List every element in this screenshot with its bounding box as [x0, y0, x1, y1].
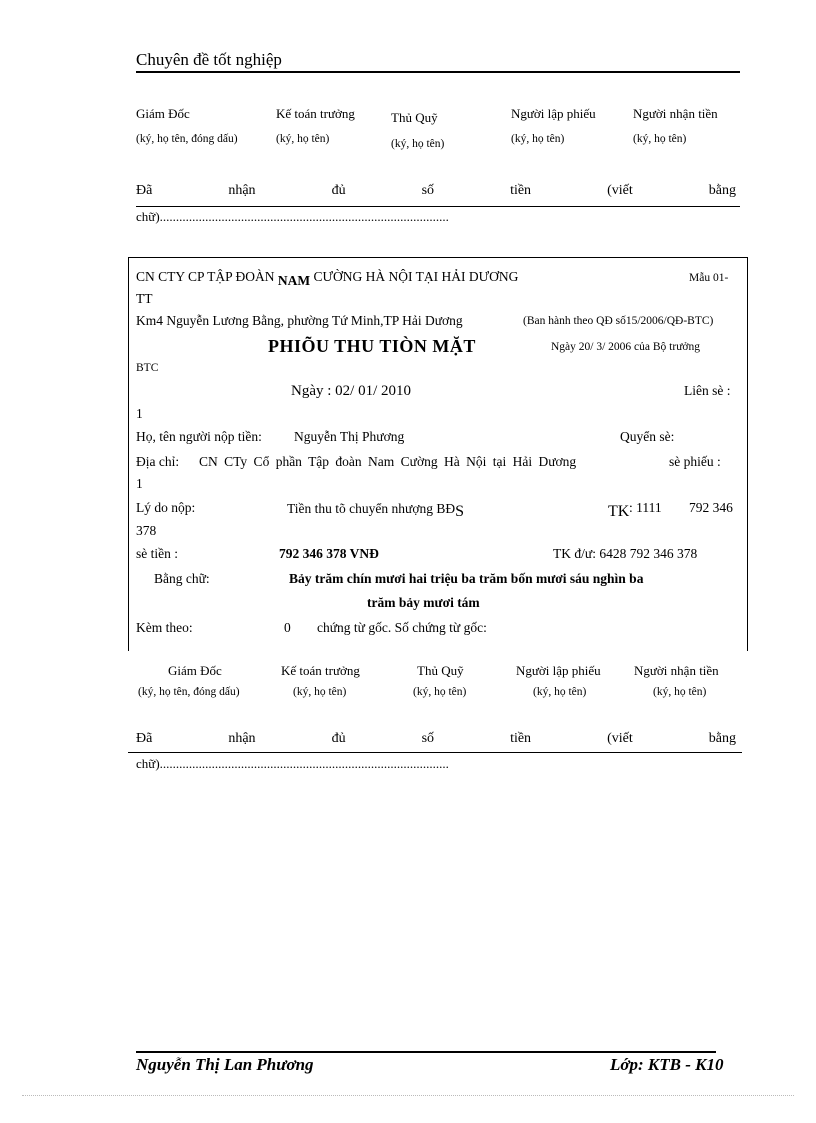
attach-text: chứng từ gốc. Số chứng từ gốc: — [317, 620, 487, 635]
sig-title-receiver: Người nhận tiền — [633, 106, 718, 121]
sig-title-director: Giám Đốc — [168, 663, 222, 678]
company-name-a: CN CTY CP TẬP ĐOÀN — [136, 269, 275, 284]
copy-number-b: 1 — [136, 406, 143, 421]
payer-label: Họ, tên người nộp tiền: — [136, 429, 262, 444]
company-name-nam: NAM — [277, 273, 311, 288]
tk-amount: 792 346 — [689, 500, 733, 515]
received-word: số — [421, 183, 435, 198]
sig-title-chief-accountant: Kế toán trưởng — [281, 663, 360, 678]
received-word: (viết — [607, 183, 633, 198]
sig-title-director: Giám Đốc — [136, 106, 190, 121]
company-address: Km4 Nguyễn Lương Bằng, phường Tứ Minh,TP Hải Dương — [136, 313, 463, 328]
sig-title-preparer: Người lập phiếu — [511, 106, 596, 121]
received-word: Đã — [136, 731, 153, 746]
sig-title-preparer: Người lập phiếu — [516, 663, 601, 678]
tk-value: : 1111 — [629, 500, 662, 515]
sig-sub-chief-accountant: (ký, họ tên) — [276, 133, 330, 145]
voucher-date: Ngày : 02/ 01/ 2010 — [291, 383, 411, 399]
voucher-company — [136, 269, 519, 288]
book-number: Quyển sè: — [620, 429, 675, 444]
sig-sub-preparer: (ký, họ tên) — [511, 133, 565, 145]
sig-title-chief-accountant: Kế toán trưởng — [276, 106, 355, 121]
sig-sub-treasurer: (ký, họ tên) — [391, 138, 445, 150]
footer-class: Lớp: KTB - K10 — [610, 1055, 724, 1074]
address-label: Địa chỉ: — [136, 454, 180, 469]
received-line-top — [136, 183, 736, 199]
payer-address: CN CTy Cổ phần Tập đoàn Nam Cường Hà Nội tại Hải Dương — [199, 454, 577, 469]
form-number: Mẫu 01- — [689, 272, 729, 284]
form-number-b: TT — [136, 291, 153, 306]
sig-sub-director: (ký, họ tên, đóng dấu) — [138, 686, 240, 698]
footer-author: Nguyễn Thị Lan Phương — [136, 1055, 314, 1074]
attach-count: 0 — [284, 620, 291, 635]
page-edge-dots — [22, 1095, 794, 1096]
received-word: số — [421, 731, 435, 746]
issued-by: (Ban hành theo QĐ số15/2006/QĐ-BTC) — [523, 315, 714, 327]
amount-in-words-line1: Bảy trăm chín mươi hai triệu ba trăm bốn mươi sáu nghìn ba — [289, 571, 644, 586]
company-name-b: CƯỜNG HÀ NỘI TẠI HẢI DƯƠNG — [313, 269, 519, 284]
sig-sub-director: (ký, họ tên, đóng dấu) — [136, 133, 238, 145]
voucher-title: PHIÕU THU TIÒN MẶT — [268, 336, 476, 356]
amount-value: 792 346 378 VNĐ — [279, 546, 379, 561]
sig-sub-preparer: (ký, họ tên) — [533, 686, 587, 698]
footer-rule — [136, 1051, 716, 1053]
received-word: bằng — [708, 183, 736, 198]
sig-sub-receiver: (ký, họ tên) — [653, 686, 707, 698]
received-word: đủ — [331, 731, 346, 746]
tk-label: TK — [608, 503, 630, 520]
amount-in-words-line2: trăm bảy mươi tám — [367, 595, 480, 610]
received-rule-bottom — [128, 752, 742, 753]
amount-label: sè tiền : — [136, 546, 178, 561]
payer-name: Nguyễn Thị Phương — [294, 429, 405, 444]
sig-title-treasurer: Thủ Quỹ — [417, 663, 464, 678]
sig-title-treasurer: Thủ Quỹ — [391, 110, 438, 125]
issued-date-b: BTC — [136, 362, 159, 374]
received-dots-top: chữ)......................................................................................... — [136, 209, 449, 224]
words-label: Bằng chữ: — [154, 571, 210, 586]
received-line-bottom — [136, 731, 736, 747]
received-word: nhận — [228, 731, 256, 746]
received-word: bằng — [708, 731, 736, 746]
received-word: Đã — [136, 183, 153, 198]
tk-amount-b: 378 — [136, 523, 157, 538]
sig-title-receiver: Người nhận tiền — [634, 663, 719, 678]
header-rule — [136, 71, 740, 73]
received-dots-bottom: chữ)......................................................................................... — [136, 756, 449, 771]
received-word: tiền — [510, 183, 532, 198]
received-word: tiền — [510, 731, 532, 746]
page-header-title: Chuyên đề tốt nghiệp — [136, 50, 282, 69]
sig-sub-treasurer: (ký, họ tên) — [413, 686, 467, 698]
received-word: đủ — [331, 183, 346, 198]
reason-text — [287, 500, 464, 518]
received-word: (viết — [607, 731, 633, 746]
sig-sub-receiver: (ký, họ tên) — [633, 133, 687, 145]
received-word: nhận — [228, 183, 256, 198]
reason-text-b: S — [455, 503, 464, 520]
attach-label: Kèm theo: — [136, 620, 193, 635]
voucher-no-label: sè phiếu : — [669, 454, 721, 469]
received-rule-top — [136, 206, 740, 207]
copy-number: Liên sè : — [684, 383, 731, 398]
contra-account: TK đ/ư: 6428 792 346 378 — [553, 546, 698, 561]
sig-sub-chief-accountant: (ký, họ tên) — [293, 686, 347, 698]
reason-label: Lý do nộp: — [136, 500, 196, 515]
issued-date: Ngày 20/ 3/ 2006 của Bộ trưởng — [551, 341, 701, 353]
reason-text-a: Tiền thu tõ chuyển nhượng BĐ — [287, 501, 456, 516]
voucher-no: 1 — [136, 476, 143, 491]
